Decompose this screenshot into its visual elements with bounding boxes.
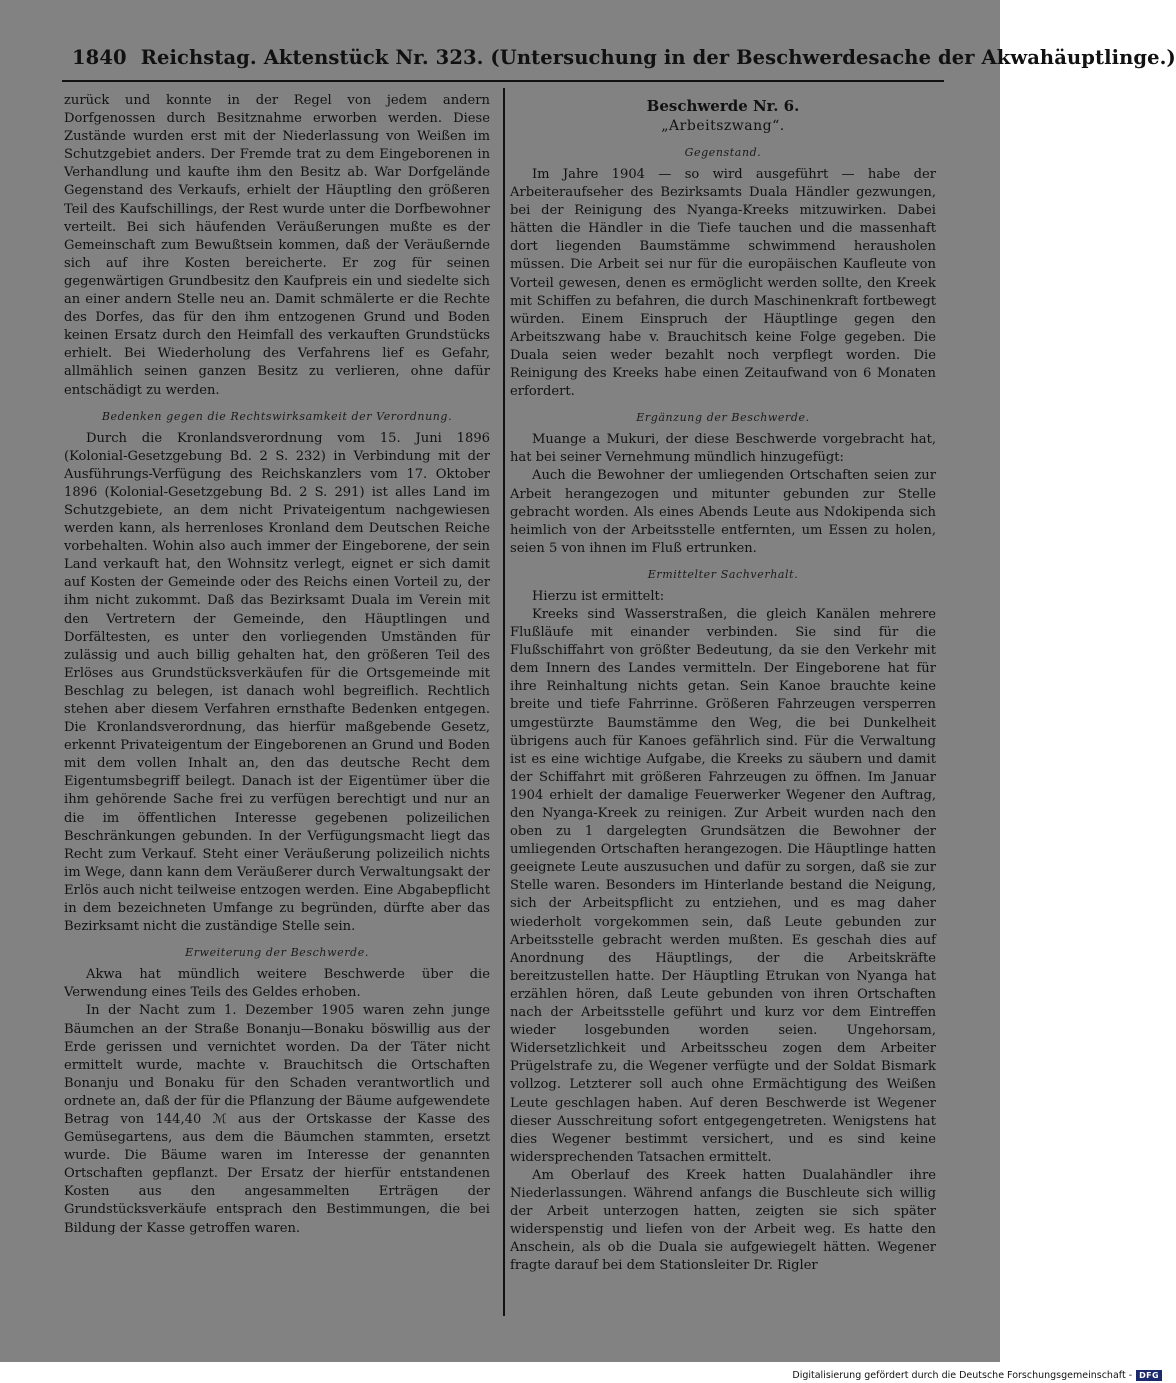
left-column <box>64 92 490 1316</box>
paragraph: Muange a Mukuri, der diese Beschwerde vorgebracht hat, hat bei seiner Vernehmung mündlich hinzugefügt: <box>510 432 936 466</box>
paragraph: Kreeks sind Wasserstraßen, die gleich Kanälen mehrere Flußläufe mit einander verbinden. Sie sind für die Flußschiffahrt von größter Bedeutung, da sie den Verkehr mit dem Innern des Landes vermitteln. Der Eingeborene hat für ihre Reinhaltung nichts getan. Sein Kanoe brauchte keine breite und tiefe Fahrrinne. Größeren Fahrzeugen versperren umgestürzte Baumstämme den Weg, die bei Dunkelheit übrigens auch für Kanoes gefährlich sind. Für die Verwaltung ist es eine wichtige Aufgabe, die Kreeks zu säubern und damit der Schiffahrt mit größeren Fahrzeugen zu öffnen. Im Januar 1904 erhielt der damalige Feuerwerker Wegener den Auftrag, den Nyanga-Kreek zu reinigen. Zur Arbeit wurden nach den oben zu 1 dargelegten Grundsätzen die Bewohner der umliegenden Ortschaften herangezogen. Die Häuptlinge hatten geeignete Leute auszusuchen und dafür zu sorgen, daß sie zur Stelle waren. Besonders im Hinterlande bestand die Neigung, sich der Arbeitspflicht zu entziehen, und es mag daher wiederholt vorgekommen sein, daß Leute gebunden zur Arbeitsstelle gebracht werden mußten. Es geschah dies auf Anordnung des Häuptlings, der die Arbeitskräfte bereitzustellen hatte. Der Häuptling Etrukan von Nyanga hat erzählen hören, daß Leute gebunden von ihren Ortschaften nach der Arbeitsstelle geführt und kurz vor dem Eintreffen wieder losgebunden worden seien. Ungehorsam, Widersetzlichkeit und Arbeitsscheu zogen dem Arbeiter Prügelstrafe zu, die Wegener verfügte und der Soldat Bismark vollzog. Letzterer soll auch ohne Ermächtigung des Weißen Leute geschlagen haben. Auf deren Beschwerde ist Wegener dieser Ausschreitung sofort entgegengetreten. Wenigstens hat dies Wegener bestimmt versichert, und es sind keine widersprechenden Tatsachen ermittelt. <box>510 606 936 1165</box>
section-heading: Erweiterung der Beschwerde. <box>185 946 369 960</box>
footer-text: Digitalisierung gefördert durch die Deutsche Forschungsgemeinschaft - <box>792 1369 1133 1381</box>
page-number: 1840 <box>72 46 127 69</box>
dfg-logo-icon: DFG <box>1136 1370 1162 1381</box>
right-column <box>510 92 936 1316</box>
section-heading: Ermittelter Sachverhalt. <box>647 567 799 581</box>
section-heading: Gegenstand. <box>684 146 762 159</box>
header-rule <box>62 80 944 82</box>
section-heading: Bedenken gegen die Rechtswirksamkeit der Verordnung. <box>101 409 453 423</box>
paragraph: Hierzu ist ermittelt: <box>532 588 665 604</box>
paragraph: Am Oberlauf des Kreek hatten Dualahändler ihre Niederlassungen. Während anfangs die Buschleute sich willig der Arbeit unterzogen hatten, zeigten sie sich später widerspenstig und liefen von der Arbeit weg. Es hatte den Anschein, als ob die Duala sie aufgewiegelt hätten. Wegener fragte darauf bei dem Stationsleiter Dr. Rigler <box>510 1167 936 1274</box>
paragraph: In der Nacht zum 1. Dezember 1905 waren zehn junge Bäumchen an der Straße Bonanju—Bonaku böswillig aus der Erde gerissen und vernichtet worden. Da der Täter nicht ermittelt wurde, machte v. Brauchitsch die Ortschaften Bonanju und Bonaku für den Schaden verantwortlich und ordnete an, daß der für die Pflanzung der Bäume aufgewendete Betrag von 144,40 ℳ aus der Ortskasse der Kasse des Gemüsegartens, aus dem die Bäumchen stammten, ersetzt wurde. Die Bäume waren im Interesse der genannten Ortschaften gepflanzt. Der Ersatz der hierfür entstandenen Kosten aus den angesammelten Erträgen der Grundstücksverkäufe entsprach den Bestimmungen, die bei Bildung der Kasse getroffen waren. <box>64 1003 490 1236</box>
paragraph: Akwa hat mündlich weitere Beschwerde über die Verwendung eines Teils des Geldes erhoben. <box>64 967 490 1001</box>
page-header <box>72 46 1176 76</box>
paragraph: Durch die Kronlandsverordnung vom 15. Juni 1896 (Kolonial-Gesetzgebung Bd. 2 S. 232) in Verbindung mit der Ausführungs-Verfügung des Reichskanzlers vom 17. Oktober 1896 (Kolonial-Gesetzgebung Bd. 2 S. 291) ist alles Land im Schutzgebiete, an dem nicht Privateigentum nachgewiesen werden kann, als herrenloses Kronland dem Deutschen Reiche vorbehalten. Wohin also auch immer der Eingeborene, der sein Land verkauft hat, den Wohnsitz verlegt, eignet er sich damit auf Kosten der Gemeinde oder des Reichs einen Vorteil zu, der ihm nicht zukommt. Daß das Bezirksamt Duala im Verein mit den Vertretern der Gemeinde, den Häuptlingen und Dorfältesten, es unter den vorliegenden Umständen für zulässig und auch billig gehalten hat, den größeren Teil des Erlöses aus Grundstücksverkäufen für die Ortsgemeinde mit Beschlag zu belegen, ist danach wohl begreiflich. Rechtlich stehen aber diesem Verfahren ernsthafte Bedenken entgegen. Die Kronlandsverordnung, das hierfür maßgebende Gesetz, erkennt Privateigentum der Eingeborenen an Grund und Boden mit dem vollen Inhalt an, den das deutsche Recht dem Eigentumsbegriff beilegt. Danach ist der Eigentümer über die ihm gehörende Sache frei zu verfügen berechtigt und nur an die im öffentlichen Interesse gegebenen polizeilichen Beschränkungen gebunden. In der Verfügungsmacht liegt das Recht zum Verkauf. Steht einer Veräußerung polizeilich nichts im Wege, dann kann dem Veräußerer durch Verwaltungsakt der Erlös auch nicht teilweise entzogen werden. Eine Abgabepflicht in dem bezeichneten Umfange zu begründen, dürfte aber das Bezirksamt nicht die zuständige Stelle sein. <box>64 430 490 935</box>
complaint-title: Beschwerde Nr. 6. <box>646 97 800 115</box>
paragraph: Auch die Bewohner der umliegenden Ortschaften seien zur Arbeit herangezogen und mitunter gebunden zur Stelle gebracht worden. Als eines Abends Leute aus Ndokipenda sich heimlich von der Arbeitsstelle entfernten, um Essen zu holen, seien 5 von ihnen im Fluß ertrunken. <box>510 468 936 556</box>
section-heading: Ergänzung der Beschwerde. <box>636 411 810 425</box>
complaint-subtitle: „Arbeitszwang“. <box>661 118 785 134</box>
column-divider <box>503 88 505 1316</box>
paragraph: zurück und konnte in der Regel von jedem andern Dorfgenossen durch Besitznahme erworben werden. Diese Zustände wurden erst mit der Niederlassung von Weißen im Schutzgebiet anders. Der Fremde trat zu dem Eingeborenen in Verhandlung und kaufte ihm den Besitz ab. War Dorfgelände Gegenstand des Verkaufs, erhielt der Häuptling den größeren Teil des Kaufschillings, der Rest wurde unter die Dorfbewohner verteilt. Bei sich häufenden Veräußerungen mußte es der Gemeinschaft zum Bewußtsein kommen, daß der Veräußernde sich auf ihre Kosten bereicherte. Er zog für seinen gegenwärtigen Grundbesitz den Kaufpreis ein und siedelte sich an einer andern Stelle neu an. Damit schmälerte er die Rechte des Dorfes, das für den ihm entzogenen Grund und Boden keinen Ersatz durch den Heimfall des verkauften Grundstücks erhielt. Bei Wiederholung des Verfahrens lief es Gefahr, allmählich seinen ganzen Besitz zu verlieren, ohne dafür entschädigt zu werden. <box>64 93 490 398</box>
digitization-footer <box>792 1367 1162 1383</box>
page-header-title: Reichstag. Aktenstück Nr. 323. (Untersuchung in der Beschwerdesache der Akwahäuptlinge.) <box>140 46 1176 69</box>
paragraph: Im Jahre 1904 — so wird ausgeführt — habe der Arbeiteraufseher des Bezirksamts Duala Händler gezwungen, bei der Reinigung des Nyanga-Kreeks mitzuwirken. Dabei hätten die Händler in die Tiefe tauchen und die massenhaft dort liegenden Baumstämme schwimmend herausholen müssen. Die Arbeit sei nur für die europäischen Kaufleute von Vorteil gewesen, denen es ermöglicht werden sollte, den Kreek mit Schiffen zu befahren, die durch Maschinenkraft fortbewegt würden. Einem Einspruch der Häuptlinge gegen den Arbeitszwang habe v. Brauchitsch keine Folge gegeben. Die Duala seien weder bezahlt noch verpflegt worden. Die Reinigung des Kreeks habe einen Zeitaufwand von 6 Monaten erfordert. <box>510 167 936 400</box>
